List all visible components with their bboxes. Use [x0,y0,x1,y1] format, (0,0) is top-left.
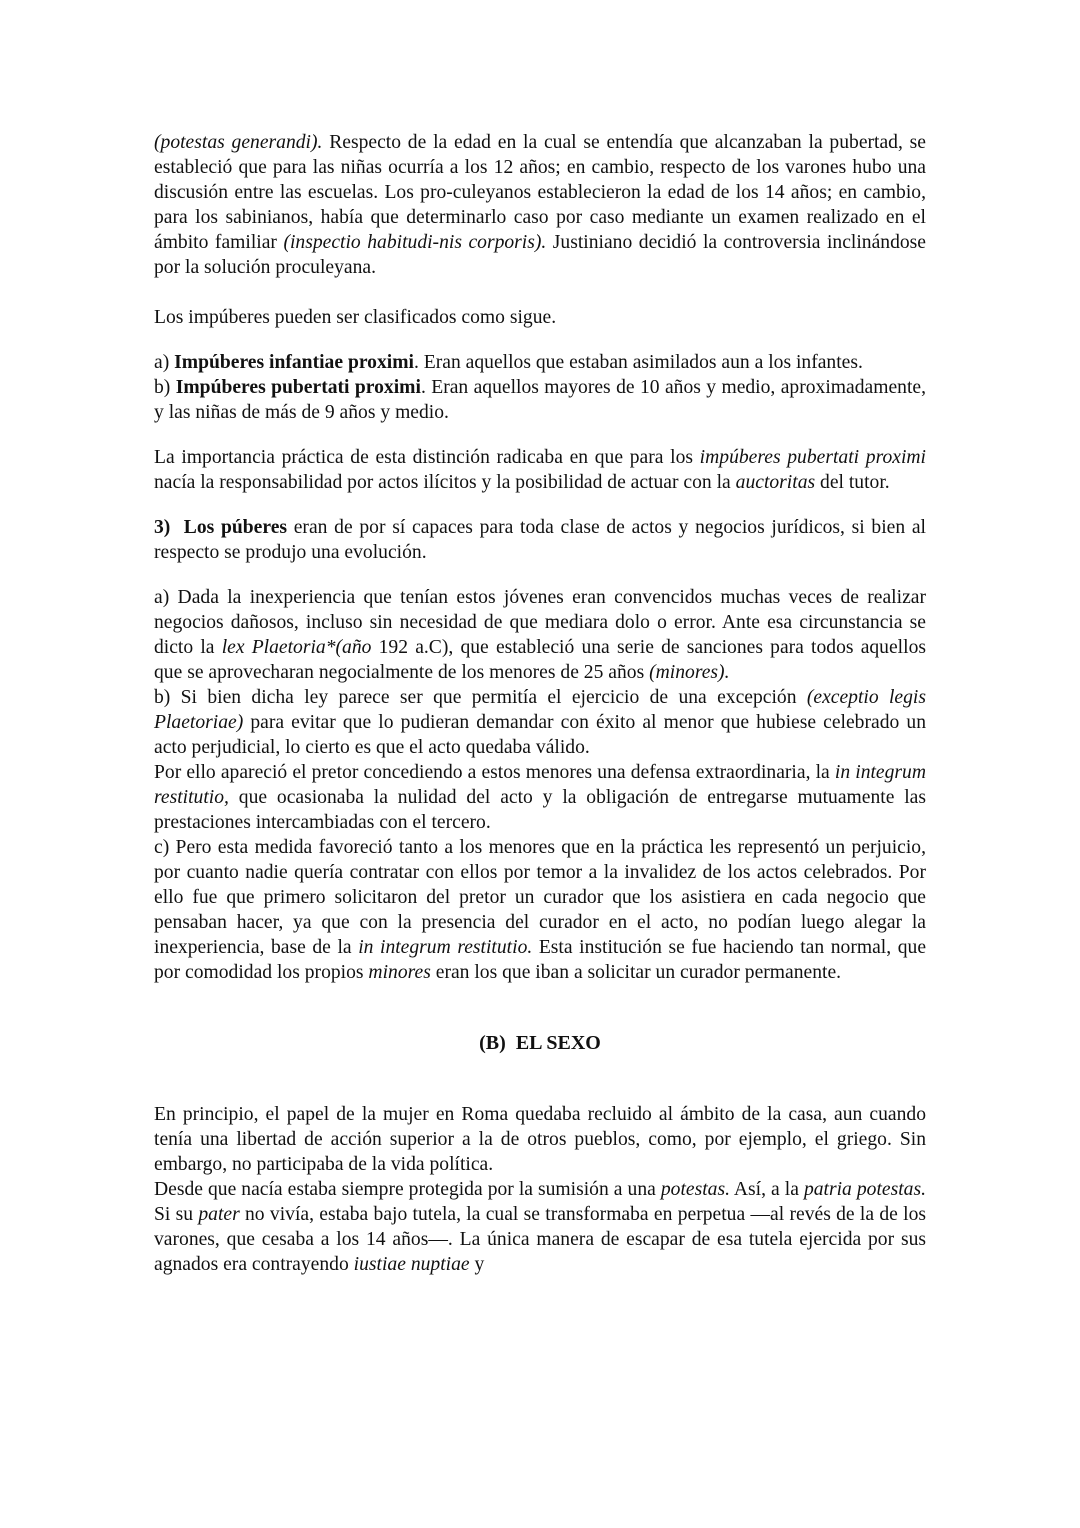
text-run: del tutor. [815,472,890,493]
italic-term: patria potestas. [803,1179,926,1200]
section-heading [154,1031,926,1056]
text-run: nacía la responsabilidad por actos ilícitos y la posibilidad de actuar con la [154,472,736,493]
italic-term: (exceptio legis Plaetoriae) [154,687,926,733]
italic-term: pater [198,1204,240,1225]
text-run: La importancia práctica de esta distinción radicaba en que para los [154,447,700,468]
italic-term: (minores). [649,662,730,683]
text-run: Así, a la [729,1179,804,1200]
text-run: Desde que nacía estaba siempre protegida por la sumisión a una [154,1179,661,1200]
paragraph-lex-plaetoria [154,585,926,985]
paragraph-clasificacion: Los impúberes pueden ser clasificados como sigue. [154,307,557,328]
paragraph-puberes [154,515,926,565]
italic-term: (potestas generandi). [154,132,323,153]
text-run: Si su [154,1204,199,1225]
list-marker: a) [154,352,175,373]
text-run: para evitar que lo pudieran demandar con éxito al menor que hubiese celebrado un acto perjudicial, lo cierto es que el acto quedaba válido. [154,712,926,758]
italic-term: impúberes pubertati proximi [699,447,926,468]
text-run: que ocasionaba la nulidad del acto y la obligación de entregarse mutuamente las prestaciones intercambiadas con el tercero. [154,787,926,833]
text-run: eran los que iban a solicitar un curador permanente. [430,962,842,983]
italic-term: auctoritas [735,472,816,493]
text-run: a) Dada la inexperiencia que tenían estos jóvenes eran convencidos muchas veces de realizar negocios dañosos, incluso sin necesidad de que mediara dolo o error. Ante esa circunstancia se dicto la [154,587,926,658]
text-run: b) Si bien dicha ley parece ser que permitía el ejercicio de una excepción [154,687,807,708]
text-run: Por ello apareció el pretor concediendo a estos menores una defensa extraordinaria, la [154,762,835,783]
text-run: . Eran aquellos mayores de 10 años y medio, aproximadamente, y las niñas de más de 9 años y medio. [154,377,926,423]
list-marker: b) [154,377,176,398]
text-run: 192 a.C), que estableció una serie de sanciones para todos aquellos que se aprovecharan negocialmente de los menores de 25 años [154,637,926,683]
text-run: y [469,1254,485,1275]
bold-term: Impúberes pubertati proximi [175,377,421,398]
text-run: no vivía, estaba bajo tutela, la cual se transformaba en perpetua —al revés de la de los varones, que cesaba a los 14 años—. La única manera de escapar de esa tutela ejercida por sus agnados era contrayendo [154,1204,926,1275]
paragraph-importancia [154,445,926,495]
italic-term: lex Plaetoria*(año [221,637,372,658]
italic-term: minores [368,962,431,983]
italic-term: in integrum restitutio, [154,762,926,808]
text-run: Respecto de la edad en la cual se entendía que alcanzaban la pubertad, se estableció que para las niñas ocurría a los 12 años; en cambio, respecto de los varones hubo una discusión entre las escuelas. Los pro-culeyanos establecieron la edad de los 14 años; en cambio, para los sabinianos, había que determinarlo caso por caso mediante un examen realizado en el ámbito familiar [154,132,926,253]
italic-term: potestas. [660,1179,730,1200]
heading-number: (B) [479,1032,506,1054]
text-run: Justiniano decidió la controversia inclinándose por la solución proculeyana. [154,232,927,278]
text-run: Esta institución se fue haciendo tan normal, que por comodidad los propios [154,937,927,983]
paragraph-sexo [154,1102,926,1277]
bold-term: Impúberes infantiae proximi [174,352,414,373]
italic-term: iustiae nuptiae [353,1254,470,1275]
text-run: En principio, el papel de la mujer en Roma quedaba recluido al ámbito de la casa, aun cuando tenía una libertad de acción superior a la de otros pueblos, como, por ejemplo, el griego. Sin embargo, no participaba de la vida política. [154,1104,926,1175]
text-run: eran de por sí capaces para toda clase de actos y negocios jurídicos, si bien al respecto se produjo una evolución. [154,517,926,563]
paragraph-impuberes-list [154,350,926,425]
paragraph-pubertad [154,130,926,280]
bold-term: 3) Los púberes [154,517,288,538]
text-run: c) Pero esta medida favoreció tanto a los menores que en la práctica les representó un perjuicio, por cuanto nadie quería contratar con ellos por temor a la invalidez de los actos celebrados. Por ello fue que primero solicitaron del pretor un curador que los asistiera en cada negocio que pensaban hacer, ya que con la presencia del curador en el acto, no podían luego alegar la inexperiencia, base de la [154,837,926,958]
document-page [154,130,926,1277]
italic-term: (inspectio habitudi-nis corporis). [283,232,547,253]
heading-title: EL SEXO [515,1032,601,1054]
italic-term: in integrum restitutio. [358,937,533,958]
text-run: . Eran aquellos que estaban asimilados aun a los infantes. [414,352,863,373]
